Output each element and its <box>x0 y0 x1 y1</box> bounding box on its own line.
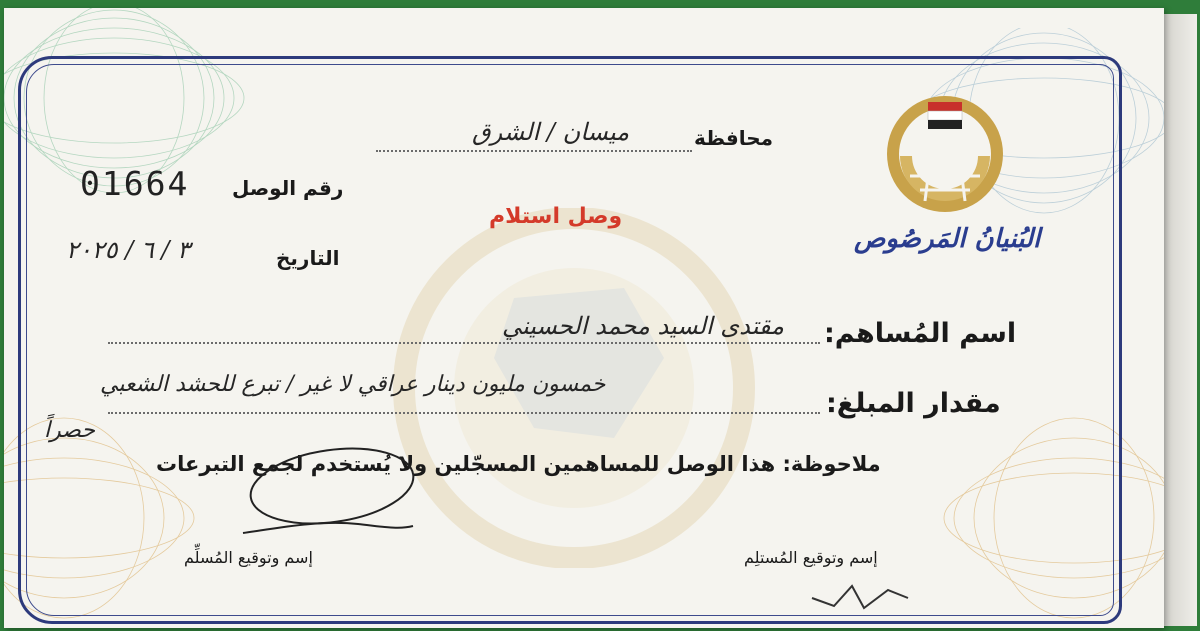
date-label: التاريخ <box>276 246 340 270</box>
date-value: ٣ / ٦ / ٢٠٢٥ <box>66 236 191 264</box>
contributor-label: اسم المُساهم: <box>824 318 1017 349</box>
receipt-sheet <box>4 8 1164 628</box>
amount-value: خمسون مليون دينار عراقي لا غير / تبرع للحشد الشعبي <box>100 372 606 397</box>
governorate-dotline <box>376 150 692 152</box>
amount-value-continued: حصراً <box>44 418 95 443</box>
deliverer-signature-label: إسم وتوقيع المُسلِّم <box>184 548 313 567</box>
receipt-no-label: رقم الوصل <box>232 176 344 200</box>
receipt-title: وصل استلام <box>489 204 623 229</box>
deliverer-signature-mark <box>238 508 418 548</box>
governorate-value: ميسان / الشرق <box>472 118 630 146</box>
amount-label: مقدار المبلغ: <box>826 388 1001 419</box>
logo-text: البُنيانُ المَرصُوص <box>854 224 1041 254</box>
contributor-value: مقتدى السيد محمد الحسيني <box>502 312 784 340</box>
contributor-dotline <box>108 342 820 344</box>
receiver-signature-mark <box>804 576 914 618</box>
receiver-signature-label: إسم وتوقيع المُستلِم <box>744 548 878 567</box>
emblem-logo <box>880 86 1010 216</box>
note-text: ملاحوظة: هذا الوصل للمساهمين المسجّلين ولا يُستخدم لجمع التبرعات <box>156 452 881 476</box>
amount-dotline <box>108 412 820 414</box>
governorate-label: محافظة <box>694 126 774 150</box>
receipt-no-value: 01664 <box>80 164 190 203</box>
